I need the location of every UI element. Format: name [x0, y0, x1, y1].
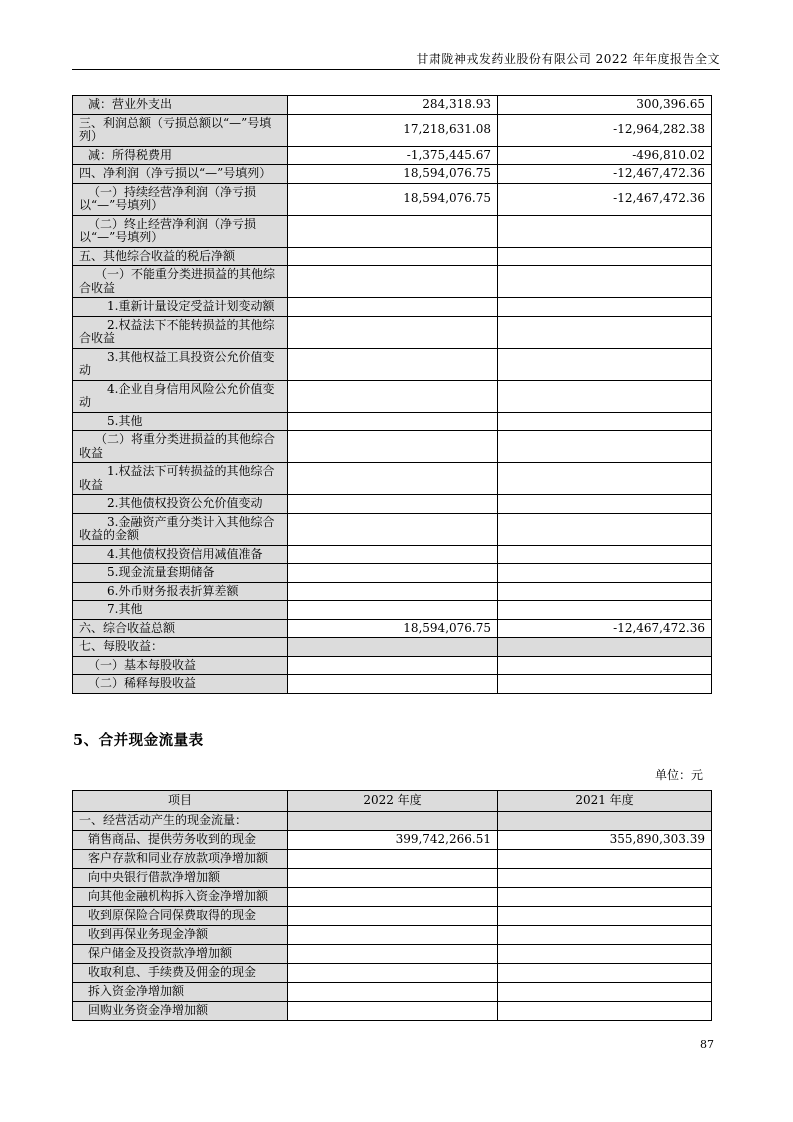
value-2022-cell: 17,218,631.08 [288, 114, 498, 146]
row-label-cell: 三、利润总额（亏损总额以“—”号填列） [73, 114, 288, 146]
row-label-cell: 向中央银行借款净增加额 [73, 868, 288, 887]
value-2022-cell [288, 266, 498, 298]
value-2021-cell [498, 1001, 712, 1020]
value-2021-cell [498, 963, 712, 982]
row-label-cell: 五、其他综合收益的税后净额 [73, 247, 288, 266]
column-header-item: 项目 [73, 791, 288, 812]
table-row [73, 675, 712, 694]
page-header-title: 甘肃陇神戎发药业股份有限公司 2022 年年度报告全文 [416, 52, 720, 66]
table-row [73, 545, 712, 564]
table-row [73, 582, 712, 601]
value-2021-cell [498, 412, 712, 431]
unit-label: 单位：元 [654, 768, 703, 782]
row-label-cell: 3.其他权益工具投资公允价值变动 [73, 348, 288, 380]
value-2021-cell [498, 906, 712, 925]
row-label-cell: （一）不能重分类进损益的其他综合收益 [73, 266, 288, 298]
table-row [73, 925, 712, 944]
row-label-cell: 保户储金及投资款净增加额 [73, 944, 288, 963]
row-label-cell: （二）终止经营净利润（净亏损以“—”号填列） [73, 215, 288, 247]
value-2022-cell: 18,594,076.75 [288, 619, 498, 638]
value-2022-cell [288, 601, 498, 620]
table-row [73, 830, 712, 849]
row-label-cell: 向其他金融机构拆入资金净增加额 [73, 887, 288, 906]
row-label-cell: 收取利息、手续费及佣金的现金 [73, 963, 288, 982]
table-row [73, 656, 712, 675]
row-label-cell: 客户存款和同业存放款项净增加额 [73, 849, 288, 868]
row-label-cell: 减：营业外支出 [73, 96, 288, 115]
value-2022-cell [288, 582, 498, 601]
table-row [73, 638, 712, 657]
row-label-cell: （一）基本每股收益 [73, 656, 288, 675]
value-2021-cell [498, 495, 712, 514]
row-label-cell: （一）持续经营净利润（净亏损以“—”号填列） [73, 183, 288, 215]
value-2022-cell: 18,594,076.75 [288, 183, 498, 215]
value-2022-cell [288, 944, 498, 963]
row-label-cell: 4.其他债权投资信用减值准备 [73, 545, 288, 564]
column-header-2021: 2021 年度 [498, 791, 712, 812]
value-2022-cell [288, 925, 498, 944]
value-2022-cell [288, 982, 498, 1001]
income-statement-table [72, 95, 712, 694]
value-2021-cell [498, 944, 712, 963]
table-row [73, 963, 712, 982]
table-row [73, 380, 712, 412]
value-2021-cell [498, 348, 712, 380]
row-label-cell: 4.企业自身信用风险公允价值变动 [73, 380, 288, 412]
row-label-cell: 减：所得税费用 [73, 146, 288, 165]
row-label-cell: 收到原保险合同保费取得的现金 [73, 906, 288, 925]
value-2021-cell [498, 247, 712, 266]
table-row [73, 849, 712, 868]
value-2022-cell [288, 868, 498, 887]
page-header-rule [72, 69, 720, 70]
value-2021-cell [498, 545, 712, 564]
value-2021-cell [498, 868, 712, 887]
value-2022-cell [288, 887, 498, 906]
row-label-cell: 七、每股收益： [73, 638, 288, 657]
value-2021-cell [498, 638, 712, 657]
value-2022-cell [288, 564, 498, 583]
value-2021-cell [498, 380, 712, 412]
row-label-cell: 1.权益法下可转损益的其他综合收益 [73, 463, 288, 495]
value-2021-cell: -12,467,472.36 [498, 619, 712, 638]
value-2022-cell [288, 675, 498, 694]
table-row [73, 266, 712, 298]
value-2022-cell [288, 348, 498, 380]
value-2021-cell [498, 849, 712, 868]
table-row [73, 564, 712, 583]
table-row [73, 619, 712, 638]
table-row [73, 513, 712, 545]
value-2022-cell [288, 513, 498, 545]
value-2022-cell [288, 380, 498, 412]
value-2022-cell [288, 545, 498, 564]
table-row [73, 887, 712, 906]
section-heading-cashflow-statement: 5、合并现金流量表 [73, 732, 204, 749]
row-label-cell: 回购业务资金净增加额 [73, 1001, 288, 1020]
row-label-cell: 5.现金流量套期储备 [73, 564, 288, 583]
table-row [73, 431, 712, 463]
row-label-cell: 四、净利润（净亏损以“—”号填列） [73, 165, 288, 184]
value-2022-cell [288, 316, 498, 348]
value-2021-cell [498, 298, 712, 317]
value-2021-cell [498, 982, 712, 1001]
value-2021-cell [498, 675, 712, 694]
row-label-cell: 2.权益法下不能转损益的其他综合收益 [73, 316, 288, 348]
table-row [73, 944, 712, 963]
value-2022-cell: 18,594,076.75 [288, 165, 498, 184]
row-label-cell: 一、经营活动产生的现金流量： [73, 811, 288, 830]
table-row [73, 316, 712, 348]
value-2021-cell [498, 431, 712, 463]
value-2021-cell: -12,467,472.36 [498, 165, 712, 184]
table-row [73, 298, 712, 317]
table-row [73, 247, 712, 266]
value-2021-cell [498, 582, 712, 601]
value-2021-cell: -12,467,472.36 [498, 183, 712, 215]
row-label-cell: 拆入资金净增加额 [73, 982, 288, 1001]
value-2021-cell [498, 266, 712, 298]
table-row [73, 165, 712, 184]
value-2021-cell: 300,396.65 [498, 96, 712, 115]
value-2022-cell [288, 906, 498, 925]
row-label-cell: 销售商品、提供劳务收到的现金 [73, 830, 288, 849]
row-label-cell: 1.重新计量设定受益计划变动额 [73, 298, 288, 317]
table-row [73, 906, 712, 925]
table-header-row [73, 791, 712, 812]
table-row [73, 96, 712, 115]
value-2021-cell [498, 316, 712, 348]
value-2021-cell [498, 925, 712, 944]
table-row [73, 982, 712, 1001]
table-row [73, 348, 712, 380]
row-label-cell: （二）稀释每股收益 [73, 675, 288, 694]
value-2022-cell [288, 849, 498, 868]
value-2022-cell [288, 247, 498, 266]
value-2022-cell: 399,742,266.51 [288, 830, 498, 849]
value-2021-cell [498, 601, 712, 620]
table-row [73, 495, 712, 514]
value-2021-cell [498, 513, 712, 545]
value-2022-cell: 284,318.93 [288, 96, 498, 115]
table-row [73, 1001, 712, 1020]
table-row [73, 146, 712, 165]
value-2022-cell: -1,375,445.67 [288, 146, 498, 165]
table-row [73, 114, 712, 146]
table-row [73, 811, 712, 830]
value-2022-cell [288, 412, 498, 431]
value-2022-cell [288, 495, 498, 514]
value-2022-cell [288, 463, 498, 495]
row-label-cell: 收到再保业务现金净额 [73, 925, 288, 944]
value-2022-cell [288, 963, 498, 982]
row-label-cell: 六、综合收益总额 [73, 619, 288, 638]
column-header-2022: 2022 年度 [288, 791, 498, 812]
value-2022-cell [288, 431, 498, 463]
table-row [73, 463, 712, 495]
row-label-cell: （二）将重分类进损益的其他综合收益 [73, 431, 288, 463]
row-label-cell: 2.其他债权投资公允价值变动 [73, 495, 288, 514]
value-2021-cell [498, 811, 712, 830]
value-2022-cell [288, 656, 498, 675]
value-2022-cell [288, 1001, 498, 1020]
value-2021-cell [498, 656, 712, 675]
table-row [73, 601, 712, 620]
table-row [73, 183, 712, 215]
value-2021-cell: -12,964,282.38 [498, 114, 712, 146]
value-2022-cell [288, 215, 498, 247]
page-number: 87 [700, 1038, 714, 1051]
table-row [73, 215, 712, 247]
value-2022-cell [288, 811, 498, 830]
cash-flow-statement-table [72, 790, 712, 1021]
value-2021-cell [498, 564, 712, 583]
row-label-cell: 7.其他 [73, 601, 288, 620]
row-label-cell: 6.外币财务报表折算差额 [73, 582, 288, 601]
table-row [73, 412, 712, 431]
value-2021-cell [498, 887, 712, 906]
value-2022-cell [288, 298, 498, 317]
value-2021-cell: 355,890,303.39 [498, 830, 712, 849]
value-2022-cell [288, 638, 498, 657]
row-label-cell: 5.其他 [73, 412, 288, 431]
value-2021-cell: -496,810.02 [498, 146, 712, 165]
value-2021-cell [498, 215, 712, 247]
row-label-cell: 3.金融资产重分类计入其他综合收益的金额 [73, 513, 288, 545]
table-row [73, 868, 712, 887]
value-2021-cell [498, 463, 712, 495]
